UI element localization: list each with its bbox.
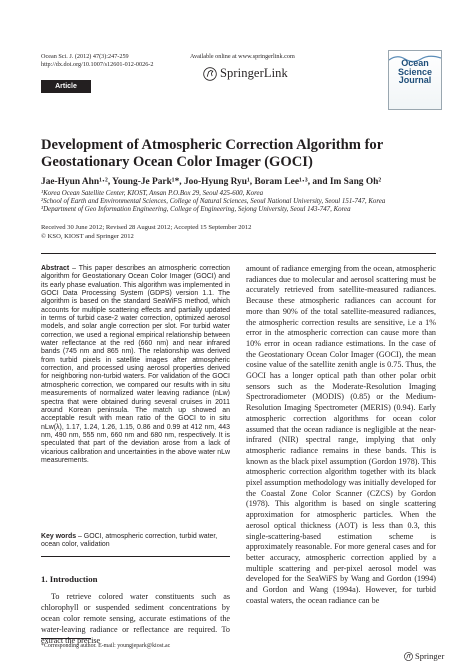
springerlink-wordmark: SpringerLink	[220, 66, 288, 80]
abstract	[41, 265, 230, 465]
corresponding-author-footnote: *Corresponding author. E-mail: youngjepark@kiost.ac	[41, 643, 171, 649]
journal-reference	[41, 53, 211, 69]
springer-footer-logo	[404, 651, 444, 661]
affiliation-1: ¹Korea Ocean Satellite Center, KIOST, Ansan P.O.Box 29, Seoul 425-600, Korea	[41, 190, 264, 197]
paper-title: Development of Atmospheric Correction Algorithm for Geostationary Ocean Color Imager (GOCI)	[41, 137, 383, 170]
publication-history	[41, 224, 341, 241]
abstract-label: Abstract	[41, 265, 70, 272]
springer-horse-icon	[404, 652, 413, 661]
received-dates: Received 30 June 2012; Revised 28 August 2012; Accepted 15 September 2012	[41, 224, 252, 231]
journal-citation: Ocean Sci. J. (2012) 47(3):247-259	[41, 53, 129, 60]
affiliation-2: ²School of Earth and Environmental Sciences, College of Natural Sciences, Seoul National University, Seoul 151-747, Korea	[41, 198, 386, 205]
springerlink-logo	[203, 66, 288, 81]
author-list: Jae-Hyun Ahn¹·², Young-Je Park¹*, Joo-Hyung Ryu¹, Boram Lee¹·³, and Im Sang Oh²	[41, 177, 382, 187]
affiliation-3: ³Department of Geo Information Engineering, College of Engineering, Sejong University, Seoul 143-747, Korea	[41, 206, 351, 213]
doi-link[interactable]: http://dx.doi.org/10.1007/s12601-012-0026-2	[41, 61, 154, 69]
springer-footer-wordmark: Springer	[415, 651, 445, 661]
keywords	[41, 533, 230, 550]
section-heading: 1. Introduction	[41, 574, 98, 584]
abstract-text: – This paper describes an atmospheric correction algorithm for Geostationary Ocean Color Imager (GOCI) and its early phase evaluation. This algorithm was implemented in GOCI Data Processing System (GDPS) version 1.1. The algorithm is based on the standard SeaWiFS method, which accounts for multiple scattering effects and partially updated in terms of turbid case-2 water correction, optimized aerosol models, and solar angle correction per slot. For turbid water correction, we used a regional empirical relationship between water reflectance at the red (660 nm) and near infrared bands (745 nm and 865 nm). The relationship was derived from turbid pixels in satellite images after atmospheric correction, and processed using aerosol properties derived for neighboring non-turbid waters. For validation of the GOCI atmospheric correction, we compared our results with in situ measurements of normalized water leaving radiance (nLw) spectra that were obtained during several cruises in 2011 around Korean peninsula. The match up showed an acceptable result with mean ratio of the GOCI to in situ nLw(λ), 1.17, 1.24, 1.26, 1.15, 0.86 and 0.99 at 412 nm, 443 nm, 490 nm, 555 nm, 660 nm and 680 nm, respectively. It is speculated that part of the deviation arose from a lack of vicarious calibration and uncertainties in the above water nLw measurements.	[41, 265, 230, 464]
springer-horse-icon	[203, 67, 217, 81]
body-text-right-column: amount of radiance emerging from the ocean, atmospheric radiances due to molecular and aerosol scattering must be accurately retrieved from satellite-measured radiances. Because these atmospheric radiances can account for more than 90% of the total satellite-measured radiances, the atmospheric correction results are sensitive, i.e a 1% error in the atmospheric correction can cause more than 10% error in ocean radiance estimations. In the case of the Geostationary Ocean Color Imager (GOCI), the mean cosine value of the satellite zenith angle is 0.75. Thus, the GOCI has a longer optical path than other polar orbit sensors such as the Moderate-Resolution Imaging Spectroradiometer (MODIS) (0.85) or the Medium-Resolution Imaging Spectrometer (MERIS) (0.94). Early atmospheric correction algorithms for ocean color assumed that the ocean radiance is negligible at the near-infrared (NIR) spectral range, implying that only atmospheric radiance remains in these bands. This is known as the black pixel assumption (Gordon 1978). This atmospheric correction algorithm together with its black pixel assumption methodology was initially developed for the Coastal Zone Color Scanner (CZCS) by Gordon (1978). This algorithm is based on single scattering approximation for atmospheric particles. When the aerosol optical thickness (AOT) is less than 0.3, this single-scattering-based estimation scheme is approximately reasonable. For more general cases and for better accuracy, atmospheric correction applied by a multiple scattering and per-pixel aerosol model was developed for the SeaWiFS by Wang and Gordon (1994) and Gordon and Wang (1994a). However, for turbid coastal waters, the ocean radiance can be	[246, 264, 436, 605]
introduction-paragraph: To retrieve colored water constituents such as chlorophyll or suspended sediment concentrations by ocean color remote sensing, accurate estimations of the water-leaving radiance or reflectance are required. To extract the precise	[41, 592, 230, 645]
keywords-label: Key words	[41, 533, 77, 540]
journal-cover-logo	[388, 50, 442, 110]
section-divider	[41, 253, 436, 254]
journal-cover-title: Ocean Science Journal	[397, 58, 433, 86]
abstract-divider	[41, 556, 230, 557]
footnote-rule	[41, 638, 91, 639]
keywords-text: – GOCI, atmospheric correction, turbid water, ocean color, validation	[41, 533, 218, 549]
article-type-badge: Article	[41, 80, 91, 93]
copyright-line: © KSO, KIOST and Springer 2012	[41, 232, 134, 240]
available-online: Available online at www.springerlink.com	[190, 53, 295, 60]
